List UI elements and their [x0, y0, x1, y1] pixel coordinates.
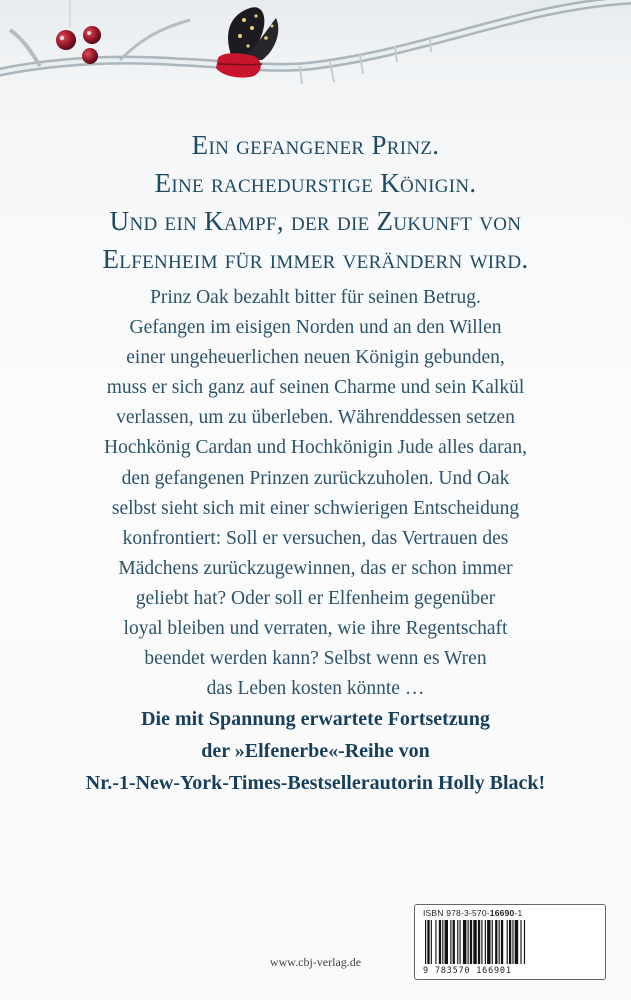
tagline-line-2: Eine rachedurstige Königin.	[154, 168, 477, 198]
synopsis	[60, 283, 571, 704]
synopsis-line: loyal bleiben und verraten, wie ihre Regentschaft	[123, 618, 508, 640]
cover-illustration	[0, 0, 631, 120]
synopsis-line: konfrontiert: Soll er versuchen, das Vertrauen des	[122, 527, 509, 549]
synopsis-line: das Leben kosten könnte …	[206, 678, 425, 700]
promo-text	[0, 703, 631, 799]
promo-line-2: der »Elfenerbe«-Reihe von	[201, 740, 430, 762]
promo-line-1: Die mit Spannung erwartete Fortsetzung	[141, 708, 490, 730]
synopsis-line: Prinz Oak bezahlt bitter für seinen Betrug.	[150, 287, 481, 308]
synopsis-line: geliebt hat? Oder soll er Elfenheim gegenüber	[135, 587, 496, 609]
tagline-line-1: Ein gefangener Prinz.	[191, 130, 440, 160]
synopsis-line: den gefangenen Prinzen zurückzuholen. Und Oak	[121, 467, 510, 489]
tagline-line-3: Und ein Kampf, der die Zukunft von	[109, 206, 522, 236]
tagline-line-4: Elfenheim für immer verändern wird.	[102, 244, 529, 274]
synopsis-line: beendet werden kann? Selbst wenn es Wren	[144, 648, 487, 670]
synopsis-line: einer ungeheuerlichen neuen Königin gebunden,	[126, 347, 505, 369]
synopsis-line: Hochkönig Cardan und Hochkönigin Jude alles daran,	[104, 437, 527, 459]
synopsis-line: Gefangen im eisigen Norden und an den Willen	[129, 317, 502, 339]
synopsis-line: selbst sieht sich mit einer schwierigen Entscheidung	[111, 497, 520, 519]
synopsis-line: Mädchens zurückzugewinnen, das er schon immer	[118, 557, 513, 579]
synopsis-line: muss er sich ganz auf seinen Charme und sein Kalkül	[106, 377, 525, 399]
tagline	[0, 126, 631, 278]
promo-line-3: Nr.-1-New-York-Times-Bestsellerautorin Holly Black!	[85, 772, 546, 794]
barcode-digits: 9 783570 166901	[423, 966, 512, 976]
synopsis-line: verlassen, um zu überleben. Währenddessen setzen	[116, 407, 515, 429]
isbn-number: ISBN 978-3-570-16690-1	[423, 908, 523, 918]
publisher-url[interactable]: www.cbj-verlag.de	[269, 955, 362, 969]
